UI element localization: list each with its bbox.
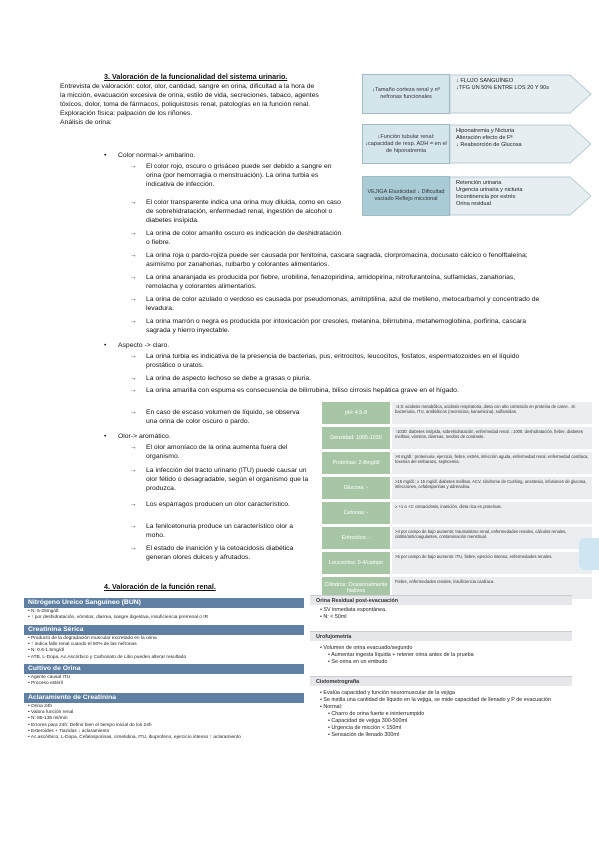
intro-paragraph: Entrevista de valoración: color, olor, cantidad, sangre en orina, dificultad a la hora de la micción, evacuación excesiva de orina, estilo de vida, secreciones, tabaco, agentes tóxicos, dolor, toma de fármacos, poliquistosis renal, patologías en la función renal.: [60, 83, 319, 108]
odor-item: [130, 544, 310, 562]
arrow-icon: →: [130, 444, 137, 451]
diagram-box: VEJIGA Elasticidad ↓ Dificultad vaciado Reflejo miccional: [362, 176, 450, 216]
odor-item-text: El olor amoníaco de la orina aumenta fuera del organismo.: [146, 444, 288, 460]
color-item: [130, 251, 540, 269]
clearance-line: • Ac.ascórbico, L-Dopa, Cefalosporinas, cimetidina, ITU, ibuprofeno, ejercicio intenso ↑ aclaramiento: [28, 735, 241, 741]
cystometry-line: • Se instila una cantidad de líquido en la vejiga, se mide capacidad de llenado y P de evacuación: [320, 697, 552, 703]
lab-label: Densidad: 1005-1030: [322, 427, 390, 449]
arrow-icon: →: [130, 545, 137, 552]
cystometry-subline: • Urgencia de micción < 150ml: [328, 725, 402, 731]
diagram-item: Alteración efecto de Fª: [456, 135, 513, 141]
diagram-item: ↓ Reabsorción de Glucosa: [456, 142, 522, 148]
creatinine-line: • ATB, L-Dopa, Ac.Ascórbico y Carbonato de Litio pueden alterar resultado: [28, 654, 187, 660]
lab-label: Eritrocitos: -: [322, 527, 390, 549]
aspect-bullet: [104, 341, 324, 350]
lab-row: [322, 427, 594, 449]
clearance-line: • Errores para 24h: Definir bien el tiempo inicial de los 24h: [28, 722, 152, 728]
lab-value: >4 por campo de bajo aumento: traumatismo renal, enfermedades renales, cálculos renales, cistitis/anticoagulantes, contaminación menstrual.: [392, 527, 592, 549]
odor-item: [130, 466, 310, 493]
color-item-text: La orina anaranjada es producida por fiebre, urobilina, fenazopiridina, amidopirina, nitrofurantoína, sulfamidas, zanahorias, remolacha y colorantes alimentarios.: [146, 274, 516, 290]
uroflow-header: Urofujometría: [310, 631, 572, 641]
odor-bullet: [104, 432, 324, 441]
clearance-line: • Orina 24h: [28, 704, 53, 709]
culture-line: • Proceso estéril: [28, 681, 63, 687]
lab-value: ≥ +1 a +3: cetoacidosis, inanición, dieta rica en proteínas.: [392, 502, 592, 524]
residual-body: [310, 607, 572, 621]
arrow-icon: →: [130, 252, 137, 259]
section-3-title: 3. Valoración de la funcionalidad del sistema urinario.: [104, 72, 288, 81]
lab-value: ↑1030: diabetes insípida, sobrehidratación, enfermedad renal. ↓1005: deshidratación, fiebre, diabetes mellitus, vómitos, diarreas, medios de contraste.: [392, 427, 592, 449]
bun-body: [24, 609, 304, 621]
creatinine-header: Creatinina Sérica: [24, 625, 304, 635]
creatinine-line: • N: 0.6-1.5mg/dl: [28, 648, 64, 654]
intro-exploration: Exploración física: palpación de los riñones.: [60, 110, 193, 117]
uroflow-line: • Volumen de orina evacuado/segundo: [320, 645, 413, 651]
clearance-body: [24, 704, 304, 741]
residual-line: • SV inmediata espontánea.: [320, 607, 387, 613]
lab-value: >15 mg/dl.: ≥ 15 mg/dl. diabetes mellitus, ACV, síndrome de Cushing, anestesia, infusiones de glucosa, infecciones, cefalosporinas y adrenalina.: [392, 477, 592, 499]
arrow-icon: →: [130, 199, 137, 206]
diagram-item: ↓TFG UN 50% ENTRE LOS 20 Y 90s: [456, 85, 550, 91]
diagram-item: Retención urinaria: [456, 180, 502, 186]
lab-row: [322, 527, 594, 549]
lab-label: Glucosa: -: [322, 477, 390, 499]
cystometry-body: [310, 690, 572, 739]
lab-row: [322, 452, 594, 474]
diagram-item: Hiponatremia y Nicturia: [456, 128, 515, 134]
aspect-item: [130, 386, 520, 395]
cystometry-line: • Evalúa capacidad y función neuromuscular de la vejiga: [320, 690, 455, 696]
diagram-row: [362, 74, 592, 114]
aspect-item-text: La orina turbia es indicativa de la presencia de bacterias, pus, eritrocitos, leucocitos, fosfatos, espermatozoides en el líquido prostático o uratos.: [146, 353, 520, 369]
arrow-icon: →: [130, 230, 137, 237]
lab-row: [322, 477, 594, 499]
color-item-text: La orina roja o pardo-rojiza puede ser causada por fenitoína, cascara sagrada, clorpromacina, docusato cálcico o fenolftaleína; asimismo por zanahorias, ruibarbo y colorantes alimentarios.: [146, 252, 528, 268]
lab-row: [322, 552, 594, 574]
clearance-line: • Valora función renal: [28, 710, 74, 716]
aspect-item: [130, 374, 520, 383]
color-item: [130, 162, 342, 189]
arrow-icon: →: [130, 296, 137, 303]
creatinine-line: • Producto de la degradación muscular excretado en la orina: [28, 636, 157, 641]
bun-line: • ↑ por deshidratación, vómitos, diarrea, sangre digestiva, insuficiencia prerrenal o IR: [28, 615, 209, 621]
uroflow-subline: • Aumentar ingesta líquida + retener orina antes de la prueba: [328, 652, 474, 658]
odor-title: Olor-> aromático.: [118, 433, 171, 440]
diagram-item: Orina residual: [456, 201, 491, 207]
lab-row: [322, 402, 594, 424]
cystometry-subline: • Capacidad de vejiga 300-500ml: [328, 718, 408, 724]
aspect-item-text: La orina amarilla con espuma es consecuencia de bilirrubina, biliso cirrosis hepática grave en el hígado.: [146, 387, 459, 394]
color-item: [130, 229, 342, 247]
lab-label: Proteínas: 2-8mg/dl: [322, 452, 390, 474]
color-item-text: El color rojo, oscuro o grisáceo puede ser debido a sangre en orina (por hemorragia o menstruación). La orina turbia es indicativa de infección.: [146, 163, 332, 188]
section-4-title: 4. Valoración de la función renal.: [104, 582, 216, 591]
diagram-items: [456, 78, 568, 92]
lab-label: pH: 4.5-8: [322, 402, 390, 424]
residual-header: Orina Residual post-evacuación: [310, 595, 572, 605]
arrow-icon: →: [130, 375, 137, 382]
residual-line: • N: < 50ml: [320, 614, 347, 620]
bun-header: Nitrógeno Ureico Sanguíneo (BUN): [24, 598, 304, 608]
color-item: [130, 273, 540, 291]
odor-item: [130, 522, 310, 540]
culture-body: [24, 675, 304, 687]
clearance-line: • N: 85-135 ml/min: [28, 716, 68, 722]
diagram-items: [456, 128, 568, 149]
aspect-item-text: En caso de escaso volumen de líquido, se observa una orina de color oscuro o pardo.: [146, 409, 300, 425]
arrow-icon: →: [130, 501, 137, 508]
aspect-item: [130, 408, 310, 426]
lab-value: Fiebre, enfermedades renales, insuficiencia cardíaca.: [392, 577, 592, 599]
odor-item-text: Los espárragos producen un olor característico.: [146, 501, 290, 508]
odor-item-text: La fenilcetonuria produce un característico olor a moho.: [146, 523, 293, 539]
clearance-header: Aclaramiento de Creatinina: [24, 693, 304, 703]
diagram-box: ↓Tamaño corteza renal y nº nefronas funcionales: [362, 74, 450, 114]
color-bullet: [104, 151, 324, 160]
diagram-row: [362, 176, 592, 216]
arrow-icon: →: [130, 353, 137, 360]
lab-label: Leucocitos: 0-4/campo: [322, 552, 390, 574]
lab-value: ↑4,5: acidosis metabólica, acidosis respiratoria, dieta con alto contenido en proteína de carne. ↓8: bacteriuria, ITU, antibióticos (neomicina, kanamicina), sulfamidas.: [392, 402, 592, 424]
bun-line: • N: 5-25mg/dl: [28, 609, 59, 614]
cystometry-subline: • Sensación de llenado 300ml: [328, 732, 400, 738]
aspect-title: Aspecto -> claro.: [118, 342, 170, 349]
aspect-item: [130, 352, 520, 370]
odor-item-text: El estado de inanición y la cetoacidosis diabética generan olores dulces y afrutados.: [146, 545, 294, 561]
aspect-item-text: La orina de aspecto lechoso se debe a grasas o piuria.: [146, 375, 312, 382]
bullet-dot: •: [104, 342, 107, 349]
culture-line: • Agente causal ITU: [28, 675, 71, 680]
color-item-text: La orina marrón o negra es producida por intoxicación por cresoles, melanina, bilirrubina, metahemoglobina, porfirina, cascara sagrada y hierro inyectable.: [146, 318, 527, 334]
arrow-icon: →: [130, 274, 137, 281]
arrow-icon: →: [130, 387, 137, 394]
color-item: [130, 198, 342, 225]
uroflow-body: [310, 645, 572, 666]
diagram-row: [362, 124, 592, 164]
diagram-box: ↓Función tubular renal: ↓capacidad de resp. ADH = en el de hiponatremia: [362, 124, 450, 164]
decorative-image: [579, 538, 599, 570]
color-item: [130, 295, 540, 313]
arrow-icon: →: [130, 523, 137, 530]
culture-header: Cultivo de Orina: [24, 664, 304, 674]
diagram-items: [456, 180, 568, 208]
diagram-item: ↓ FLUJO SANGUÍNEO: [456, 78, 514, 84]
odor-item: [130, 500, 310, 509]
creatinine-body: [24, 636, 304, 661]
creatinine-line: • ↑ indica fallo renal cuando el 50% de las nefronas: [28, 642, 137, 648]
arrow-icon: →: [130, 409, 137, 416]
clearance-line: • Esteroides + Tiazidas ↓ aclaramiento: [28, 728, 110, 734]
cystometry-line: • Normal:: [320, 704, 343, 710]
intro-text: [60, 82, 320, 127]
color-item-text: La orina de color azulado o verdoso es causada por pseudomonas, amitriptilina, azul de metileno, metocarbamol y concentrado de levadura.: [146, 296, 540, 312]
odor-item: [130, 443, 310, 461]
intro-analysis: Análisis de orina:: [60, 119, 112, 126]
color-title: Color normal-> ambarino.: [118, 152, 196, 159]
color-item-text: La orina de color amarillo oscuro es indicación de deshidratación o fiebre.: [146, 230, 342, 246]
diagram-item: Incontinencia por estrés: [456, 194, 516, 200]
lab-label: Cetonas: -: [322, 502, 390, 524]
lab-row: [322, 502, 594, 524]
uroflow-subline: • Se orina en un embudo: [328, 659, 388, 665]
arrow-icon: →: [130, 467, 137, 474]
lab-value: >5 por campo de bajo aumento: ITU, fiebre, ejercicio intenso, enfermedades renales.: [392, 552, 592, 574]
bullet-dot: •: [104, 152, 107, 159]
cystometry-header: Cistometrografía: [310, 676, 572, 686]
color-item-text: El color transparente indica una orina muy diluida, como en caso de sobrehidratación, enfermedad renal, ingestión de alcohol o diabetes insípida.: [146, 199, 341, 224]
arrow-icon: →: [130, 318, 137, 325]
diagram-item: Urgencia urinaria y nicturia: [456, 187, 523, 193]
arrow-icon: →: [130, 163, 137, 170]
bullet-dot: •: [104, 433, 107, 440]
color-item: [130, 317, 540, 335]
cystometry-subline: • Charro de orina fuerte e ininterrumpido: [328, 711, 425, 717]
lab-value: >8 mg/dl.: proteinuria, ejercicio, fiebre, estrés, infección aguda, enfermedad renal, enfermedad cardíaca, toxemia del embarazo, septicemia.: [392, 452, 592, 474]
odor-item-text: La infección del tracto urinario (ITU) puede causar un olor fétido o desagradable, según el organismo que la produzca.: [146, 467, 309, 492]
lab-label: Cilindros: Ocasionalmente hialinos: [322, 577, 390, 599]
